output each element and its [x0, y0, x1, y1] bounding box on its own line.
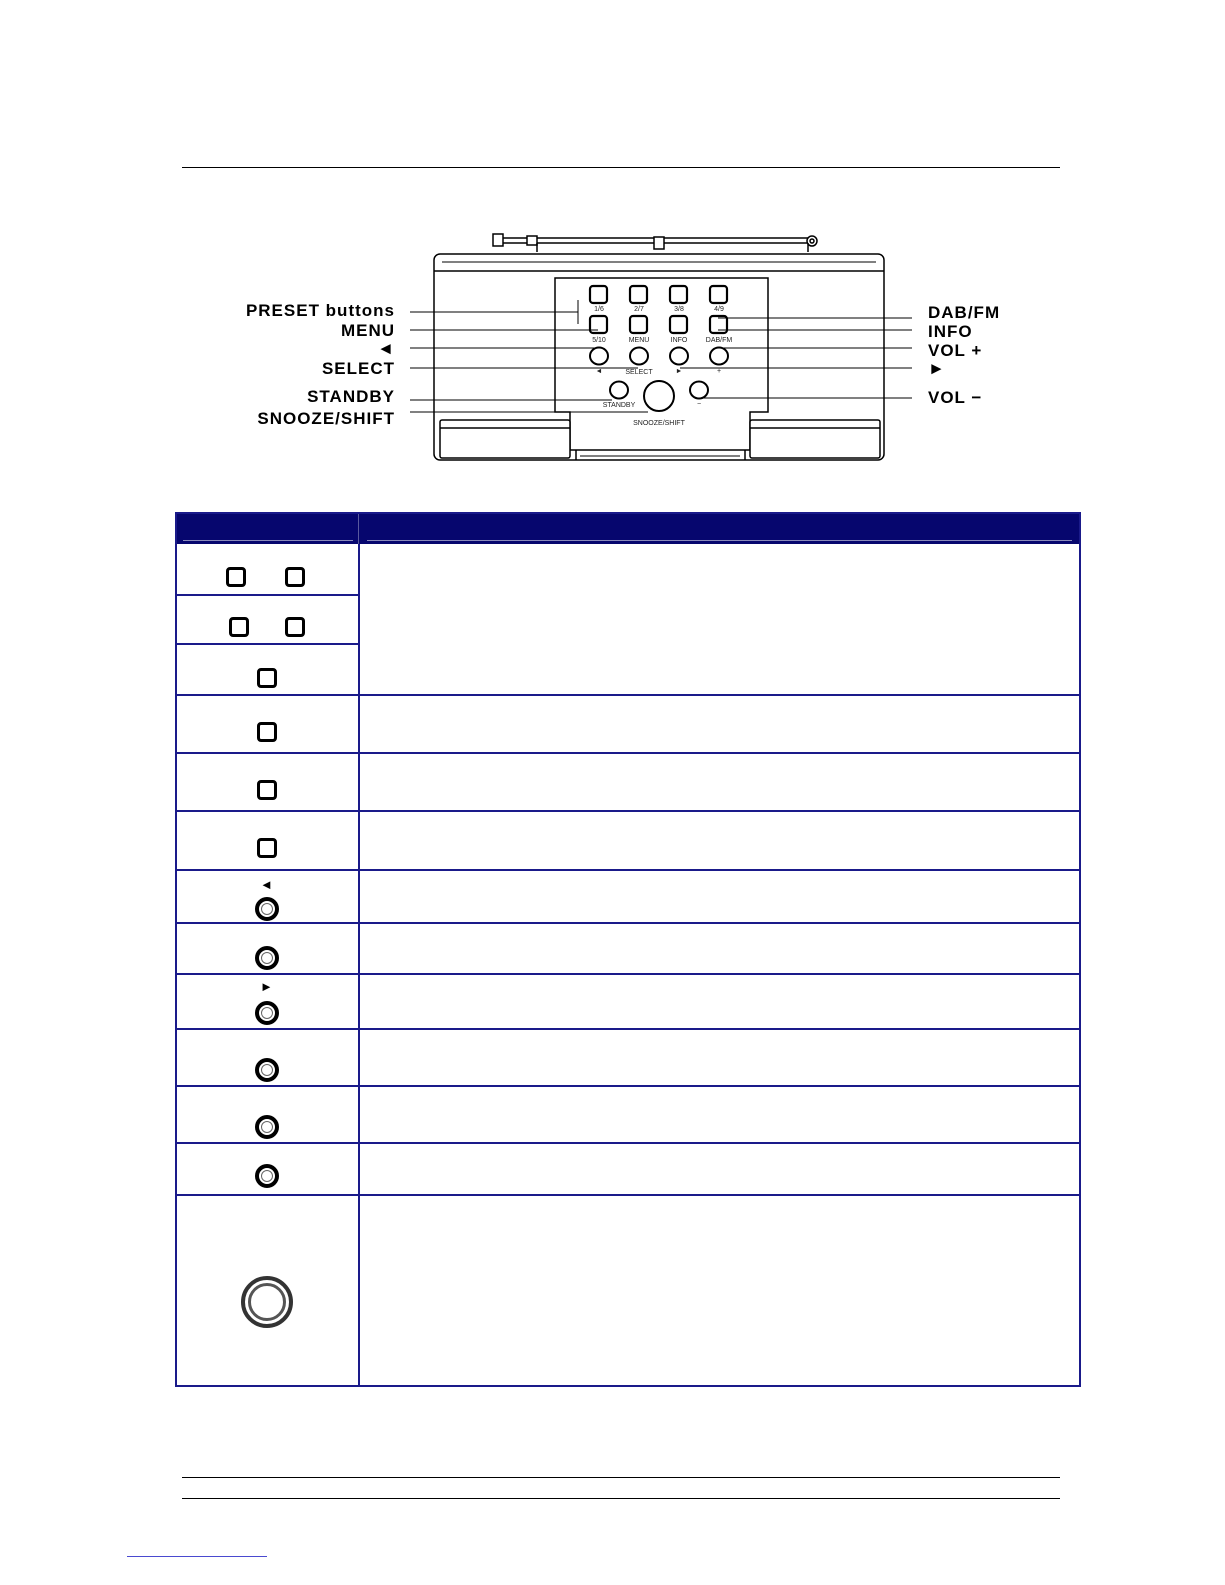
right-arrow-icon: ►: [260, 979, 273, 994]
preset-1-key-icon: [226, 567, 246, 587]
callout-dab-fm: DAB/FM: [928, 303, 1001, 322]
key-label-select: SELECT: [625, 369, 653, 376]
callout-snooze-shift: SNOOZE/SHIFT: [257, 409, 395, 428]
key-label-4-9: 4/9: [714, 306, 724, 313]
select-key-icon: [255, 946, 279, 970]
callout-vol-minus: VOL −: [928, 388, 983, 407]
left-arrow-icon: ◄: [260, 877, 273, 892]
row-divider: [177, 594, 358, 596]
row-divider: [177, 1194, 1079, 1196]
footer-underline: [127, 1556, 267, 1557]
column-divider: [358, 544, 360, 1387]
callout-select: SELECT: [321, 359, 395, 378]
key-label-snooze: SNOOZE/SHIFT: [633, 420, 685, 427]
footer-rule-bottom: [182, 1498, 1060, 1499]
callout-standby: STANDBY: [307, 387, 395, 406]
menu-key-icon: [257, 722, 277, 742]
callout-vol-plus: VOL +: [928, 341, 983, 360]
key-label-2-7: 2/7: [634, 306, 644, 313]
row-divider: [177, 810, 1079, 812]
callout-info: INFO: [928, 322, 973, 341]
row-divider: [177, 1028, 1079, 1030]
info-key-icon: [257, 780, 277, 800]
preset-5-key-icon: [257, 668, 277, 688]
footer-rule-top: [182, 1477, 1060, 1478]
right-key-icon: [255, 1001, 279, 1025]
callout-left-arrow: ◄: [377, 339, 395, 358]
key-label-standby: STANDBY: [602, 402, 636, 409]
callout-right-arrow: ►: [928, 359, 946, 378]
callout-preset-buttons: PRESET buttons: [245, 301, 395, 320]
snooze-shift-knob-icon: [241, 1276, 293, 1328]
key-label-minus: −: [696, 401, 702, 408]
preset-2-key-icon: [285, 567, 305, 587]
key-label-left: ◄: [595, 368, 603, 375]
key-label-right: ►: [675, 368, 683, 375]
antenna: [493, 234, 817, 252]
row-divider: [177, 869, 1079, 871]
key-label-3-8: 3/8: [674, 306, 684, 313]
device-front-panel-figure: [0, 0, 1225, 480]
radio-body: [434, 254, 884, 460]
key-label-info: INFO: [670, 337, 688, 344]
key-label-plus: +: [716, 368, 722, 375]
left-key-icon: [255, 897, 279, 921]
key-label-1-6: 1/6: [594, 306, 604, 313]
vol-minus-key-icon: [255, 1115, 279, 1139]
row-divider: [177, 1085, 1079, 1087]
key-label-dabfm: DAB/FM: [705, 337, 733, 344]
key-label-menu: MENU: [628, 337, 650, 344]
key-label-5-10: 5/10: [592, 337, 606, 344]
controls-table: [175, 512, 1081, 1387]
preset-3-key-icon: [229, 617, 249, 637]
row-divider: [177, 643, 358, 645]
vol-plus-key-icon: [255, 1058, 279, 1082]
standby-key-icon: [255, 1164, 279, 1188]
row-divider: [177, 973, 1079, 975]
preset-4-key-icon: [285, 617, 305, 637]
row-divider: [177, 752, 1079, 754]
row-divider: [177, 1142, 1079, 1144]
table-header: [177, 514, 1079, 544]
dab-fm-key-icon: [257, 838, 277, 858]
row-divider: [177, 922, 1079, 924]
row-divider: [177, 694, 1079, 696]
callout-menu: MENU: [340, 321, 395, 340]
